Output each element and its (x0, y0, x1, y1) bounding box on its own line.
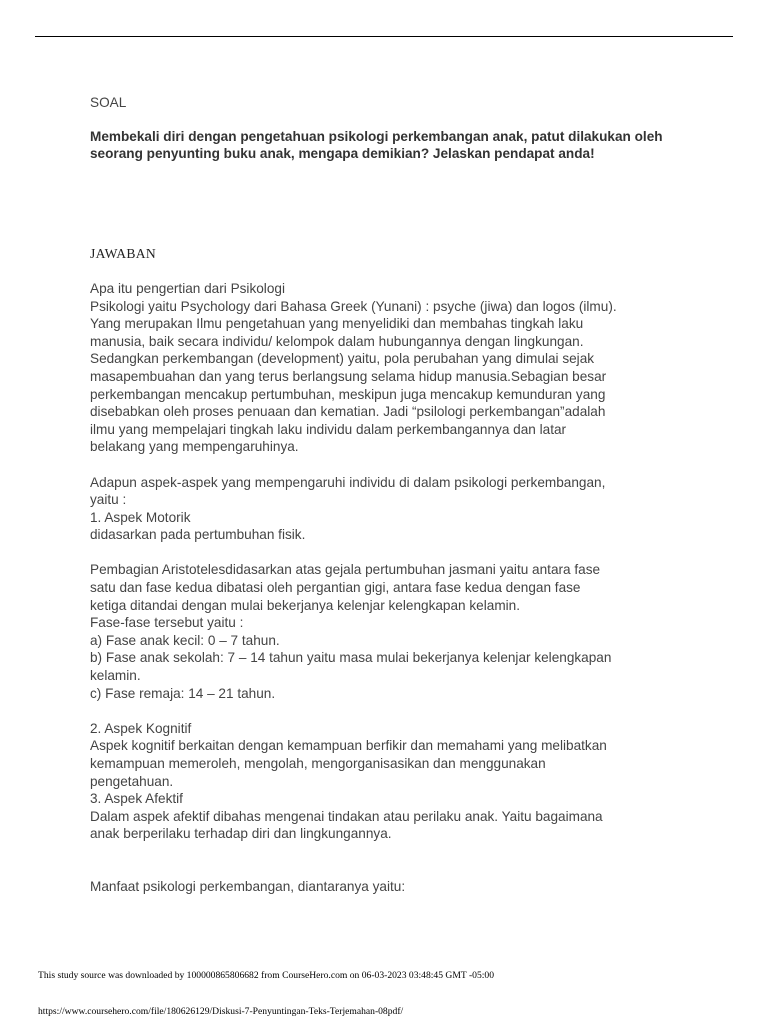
text-line: manusia, baik secara individu/ kelompok dalam hubungannya dengan lingkungan. (90, 333, 584, 349)
download-source-note: This study source was downloaded by 100000865806682 from CourseHero.com on 06-03-2023 03:48:45 GMT -05:00 (38, 970, 495, 981)
text-line: 1. Aspek Motorik (90, 509, 191, 525)
text-line: Sedangkan perkembangan (development) yaitu, pola perubahan yang dimulai sejak (90, 351, 595, 367)
question-text: Membekali diri dengan pengetahuan psikologi perkembangan anak, patut dilakukan oleh seorang penyunting buku anak, mengapa demikian? Jelaskan pendapat anda! (90, 128, 663, 162)
text-line: ketiga ditandai dengan mulai bekerjanya kelenjar kelengkapan kelamin. (90, 597, 520, 613)
text-line: Fase-fase tersebut yaitu : (90, 615, 244, 631)
text-line: pengetahuan. (90, 773, 174, 789)
text-line: Aspek kognitif berkaitan dengan kemampuan berfikir dan memahami yang melibatkan (90, 738, 607, 754)
cognitive-affective-paragraph (90, 720, 690, 843)
text-line: kemampuan memeroleh, mengolah, mengorganisasikan dan menggunakan (90, 756, 546, 771)
text-line: perkembangan mencakup pertumbuhan, meskipun juga mencakup kemunduran yang (90, 386, 606, 402)
text-line: satu dan fase kedua dibatasi oleh pergantian gigi, antara fase kedua dengan fase (90, 580, 581, 596)
text-line: b) Fase anak sekolah: 7 – 14 tahun yaitu masa mulai bekerjanya kelenjar kelengkapan (90, 650, 612, 666)
text-line: kelamin. (90, 668, 141, 684)
text-line: Dalam aspek afektif dibahas mengenai tindakan atau perilaku anak. Yaitu bagaimana (90, 808, 603, 824)
source-url[interactable]: https://www.coursehero.com/file/180626129/Diskusi-7-Penyuntingan-Teks-Terjemahan-08pdf/ (38, 1006, 404, 1017)
document-body (90, 94, 690, 896)
heading-jawaban: JAWABAN (90, 245, 156, 261)
text-line: Yang merupakan Ilmu pengetahuan yang menyelidiki dan membahas tingkah laku (90, 316, 584, 332)
definition-title: Apa itu pengertian dari Psikologi (90, 280, 285, 296)
text-line: ilmu yang mempelajari tingkah laku individu dalam perkembangannya dan latar (90, 421, 567, 437)
aristoteles-paragraph (90, 561, 690, 702)
text-line: Adapun aspek-aspek yang mempengaruhi individu di dalam psikologi perkembangan, (90, 474, 606, 490)
text-line: didasarkan pada pertumbuhan fisik. (90, 527, 306, 543)
text-line: disebabkan oleh proses penuaan dan kematian. Jadi “psilologi perkembangan”adalah (90, 404, 606, 420)
top-divider (35, 36, 733, 37)
text-line: 2. Aspek Kognitif (90, 720, 192, 736)
heading-soal: SOAL (90, 95, 127, 110)
definition-paragraph (90, 298, 690, 456)
text-line: masapembuahan dan yang terus berlangsung selama hidup manusia.Sebagian besar (90, 368, 607, 384)
text-line: c) Fase remaja: 14 – 21 tahun. (90, 685, 276, 701)
aspects-intro-paragraph (90, 474, 690, 544)
text-line: 3. Aspek Afektif (90, 791, 183, 807)
text-line: Pembagian Aristotelesdidasarkan atas gejala pertumbuhan jasmani yaitu antara fase (90, 562, 601, 578)
benefits-title: Manfaat psikologi perkembangan, diantaranya yaitu: (90, 878, 406, 894)
text-line: belakang yang mempengaruhinya. (90, 439, 299, 455)
text-line: anak berperilaku terhadap diri dan lingkungannya. (90, 826, 392, 842)
text-line: a) Fase anak kecil: 0 – 7 tahun. (90, 632, 280, 648)
text-line: yaitu : (90, 492, 127, 508)
text-line: Psikologi yaitu Psychology dari Bahasa Greek (Yunani) : psyche (jiwa) dan logos (ilmu). (90, 298, 617, 314)
